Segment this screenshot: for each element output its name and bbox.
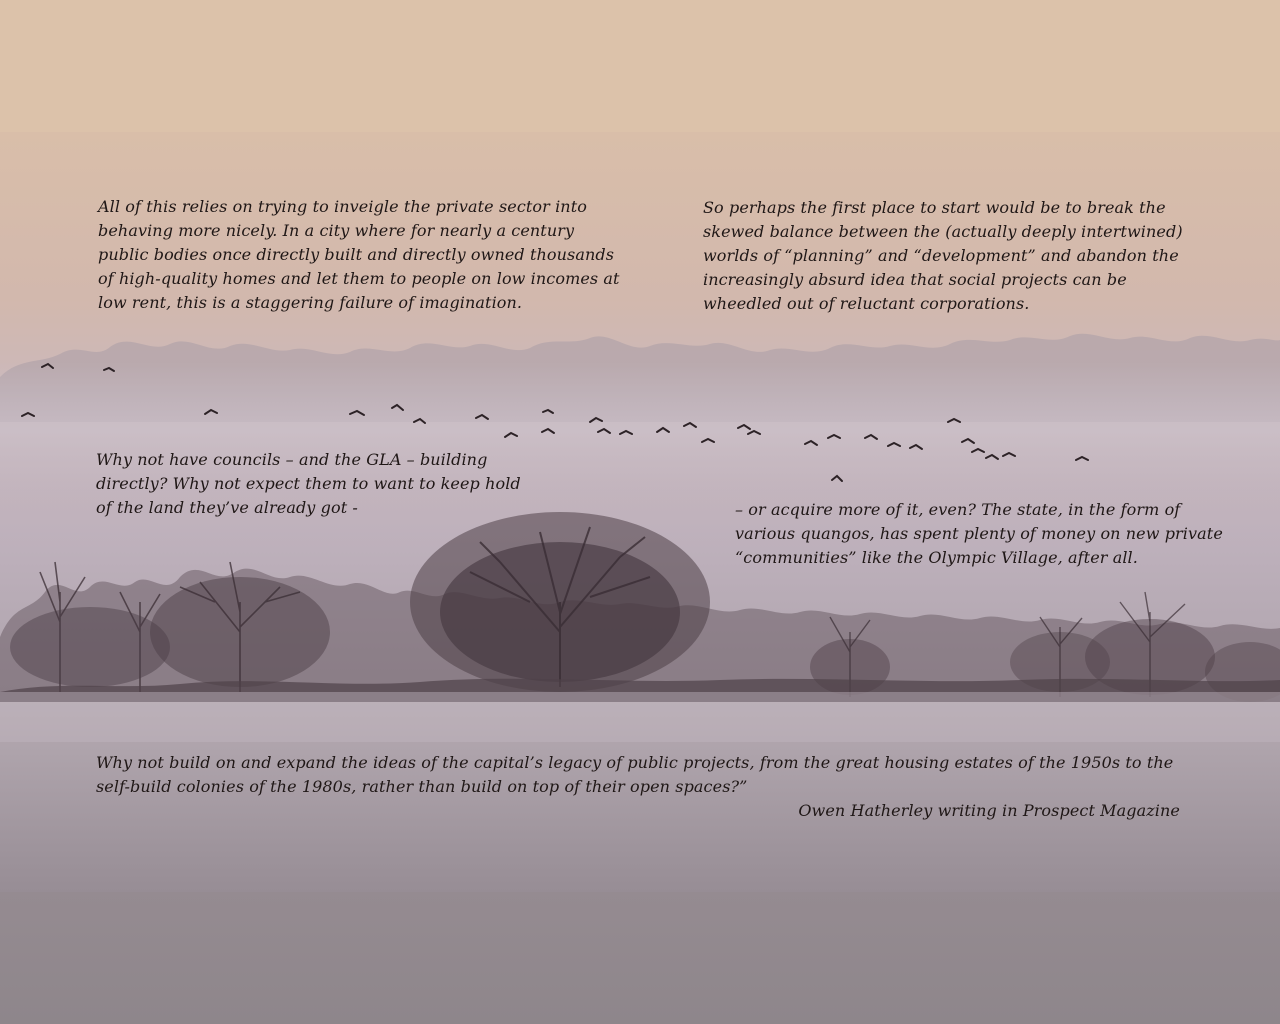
top-band (0, 0, 1280, 132)
quote-paragraph-2: So perhaps the first place to start would be to break the skewed balance between the (actually deeply intertwined) worlds of “planning” and “development” and abandon the increasingly absurd idea that social projects can be wheedled out of reluctant corporations. (703, 198, 1183, 313)
quote-paragraph-5: Why not build on and expand the ideas of the capital’s legacy of public projects, from the great housing estates of the 1950s to the self-build colonies of the 1980s, rather than build on top of their open spaces?” (96, 753, 1174, 796)
quote-attribution: Owen Hatherley writing in Prospect Magazine (798, 801, 1180, 820)
bottom-band (0, 892, 1280, 1024)
quote-paragraph-1: All of this relies on trying to inveigle the private sector into behaving more nicely. In a city where for nearly a century public bodies once directly built and directly owned thousands of high-quality homes and let them to people on low incomes at low rent, this is a staggering failure of imagination. (98, 197, 620, 312)
quote-paragraph-3: Why not have councils – and the GLA – building directly? Why not expect them to want to keep hold of the land they’ve already got - (96, 450, 521, 517)
quote-paragraph-4: – or acquire more of it, even? The state, in the form of various quangos, has spent plenty of money on new private “communities” like the Olympic Village, after all. (735, 500, 1223, 567)
